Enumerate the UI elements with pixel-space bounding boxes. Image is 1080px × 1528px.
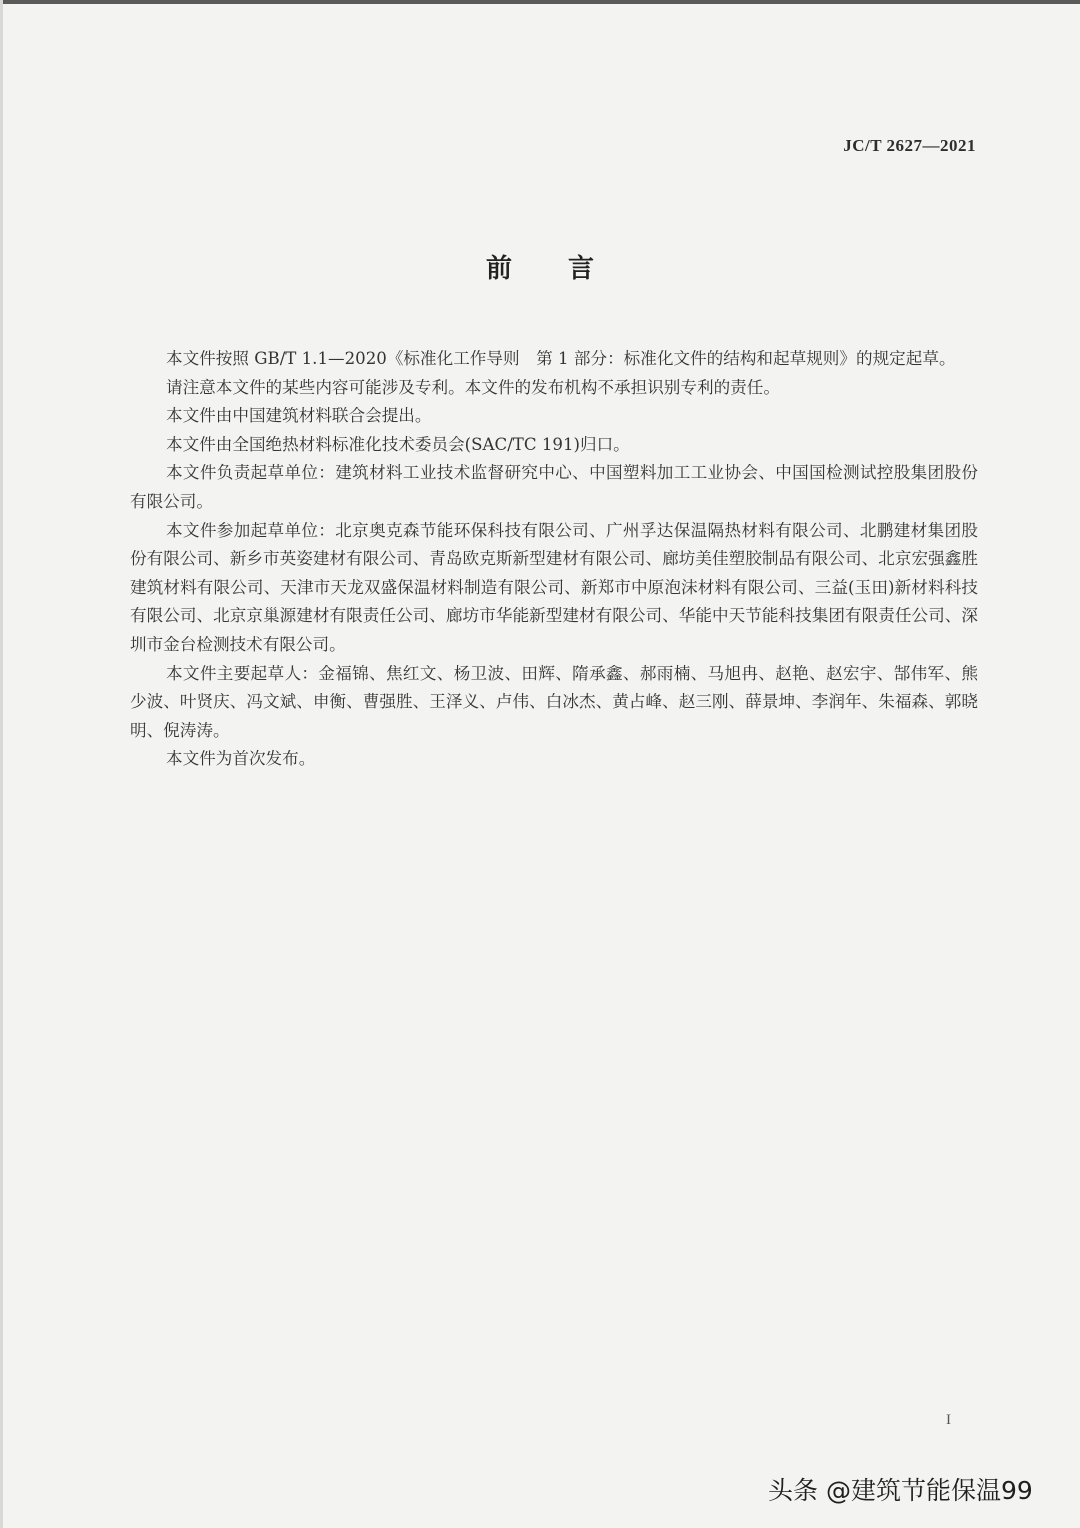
scan-edge-left: [0, 0, 3, 1528]
paragraph-proposer: 本文件由中国建筑材料联合会提出。: [166, 406, 432, 426]
paragraph-patent-notice: 请注意本文件的某些内容可能涉及专利。本文件的发布机构不承担识别专利的责任。: [166, 377, 780, 397]
paragraph-administrator: 本文件由全国绝热材料标准化技术委员会(SAC/TC 191)归口。: [166, 434, 630, 454]
watermark: 头条 @建筑节能保温99: [768, 1476, 1033, 1505]
paragraph-first-release: 本文件为首次发布。: [166, 749, 316, 769]
paragraph-drafting-rules: 本文件按照 GB/T 1.1—2020《标准化工作导则 第 1 部分：标准化文件的结构和起草规则》的规定起草。: [166, 349, 956, 368]
paragraph-lead-drafters: 本文件负责起草单位：建筑材料工业技术监督研究中心、中国塑料加工工业协会、中国国检测试控股集团股份有限公司。: [130, 463, 978, 511]
standard-number: JC/T 2627—2021: [843, 136, 976, 155]
page-title: 前言: [485, 254, 650, 284]
page-number: I: [946, 1412, 951, 1428]
paragraph-participating-drafters: 本文件参加起草单位：北京奥克森节能环保科技有限公司、广州孚达保温隔热材料有限公司、北鹏建材集团股份有限公司、新乡市英姿建材有限公司、青岛欧克斯新型建材有限公司、廊坊美佳塑胶制品有限公司、北京宏强鑫胜建筑材料有限公司、天津市天龙双盛保温材料制造有限公司、新郑市中原泡沫材料有限公司、三益(玉田)新材料科技有限公司、北京京巢源建材有限责任公司、廊坊市华能新型建材有限公司、华能中天节能科技集团有限责任公司、深圳市金台检测技术有限公司。: [130, 520, 978, 654]
scan-edge-top: [0, 0, 1080, 4]
foreword-body: [130, 345, 978, 774]
paragraph-main-drafters: 本文件主要起草人：金福锦、焦红文、杨卫波、田辉、隋承鑫、郝雨楠、马旭冉、赵艳、赵宏宇、郜伟军、熊少波、叶贤庆、冯文斌、申衡、曹强胜、王泽义、卢伟、白冰杰、黄占峰、赵三刚、薛景坤、李润年、朱福森、郭晓明、倪涛涛。: [130, 663, 978, 740]
